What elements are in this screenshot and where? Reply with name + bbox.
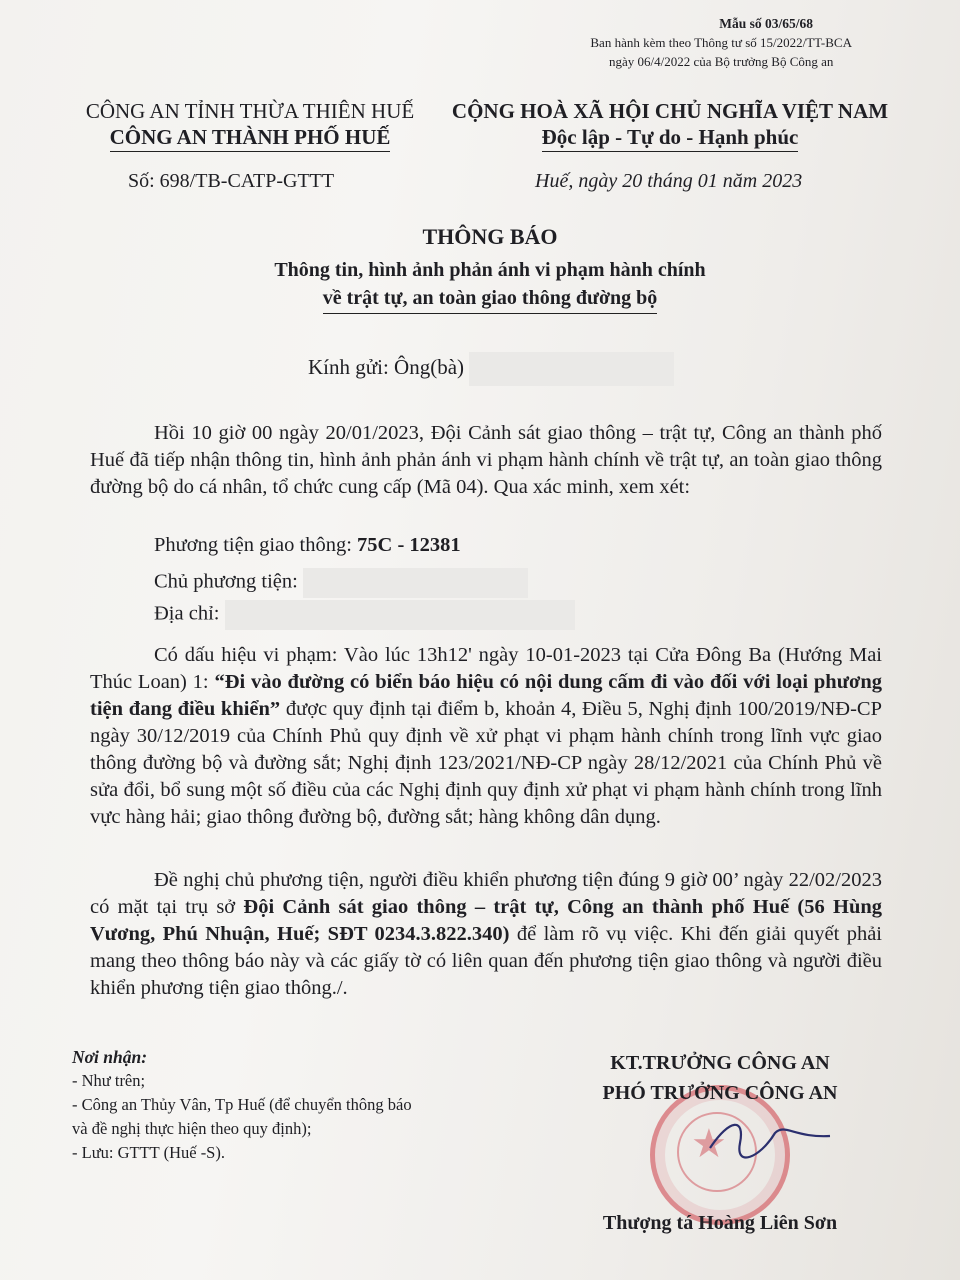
violation-legal-basis: được quy định tại điểm b, khoản 4, Điều 5, Nghị định 100/2019/NĐ-CP ngày 30/12/2019 của Chính Phủ quy định về xử phạt vi phạm hành chính trong lĩnh vực giao thông đường bộ và đường sắt; Nghị định 123/2021/NĐ-CP ngày 28/12/2021 của Chính Phủ về sửa đổi, bổ sung một số điều của các Nghị định quy định xử phạt vi phạm hành chính trong lĩnh vực hàng hải; giao thông đường bộ, đường sắt; hàng không dân dụng.	[90, 698, 882, 828]
recipients-label: Nơi nhận:	[72, 1047, 148, 1067]
vehicle-line	[154, 534, 461, 557]
recipient-line-3: và đề nghị thực hiện theo quy định);	[72, 1119, 312, 1138]
document-title: THÔNG BÁO	[422, 224, 558, 249]
subtitle-line-1: Thông tin, hình ảnh phản ánh vi phạm hành chính	[274, 259, 706, 281]
request-instructions: để làm rõ vụ việc. Khi đến giải quyết phải mang theo thông báo này và các giấy tờ có liên quan đến phương tiện giao thông và người điều khiển phương tiện giao thông./.	[90, 923, 882, 999]
document-subtitle	[0, 256, 960, 314]
nation-name: CỘNG HOÀ XÃ HỘI CHỦ NGHĨA VIỆT NAM	[451, 99, 889, 123]
nation-header	[440, 98, 900, 152]
subtitle-line-2	[0, 284, 960, 314]
violation-intro: Có dấu hiệu vi phạm: Vào lúc 13h12' ngày 10-01-2023 tại Cửa Đông Ba (Hướng Mai Thúc Loan) 1:	[90, 644, 882, 693]
request-location: Đội Cảnh sát giao thông – trật tự, Công an thành phố Huế (56 Hùng Vương, Phú Nhuận, Huế; SĐT 0234.3.822.340)	[90, 896, 882, 945]
agency-name	[60, 124, 440, 152]
owner-label: Chủ phương tiện:	[154, 570, 298, 593]
redacted-owner	[303, 568, 528, 598]
subtitle-line-2-text: về trật tự, an toàn giao thông đường bộ	[323, 284, 658, 314]
place-date: Huế, ngày 20 tháng 01 năm 2023	[535, 170, 803, 192]
recipient-line-4: - Lưu: GTTT (Huế -S).	[72, 1143, 225, 1162]
seal-star-icon: ★	[691, 1121, 727, 1166]
owner-line	[154, 568, 528, 598]
signer-line-1: KT.TRƯỞNG CÔNG AN	[610, 1052, 830, 1074]
agency-name-text: CÔNG AN THÀNH PHỐ HUẾ	[110, 124, 391, 152]
address-line	[154, 600, 575, 630]
form-issued-with: Ban hành kèm theo Thông tư số 15/2022/TT-BCA	[590, 35, 852, 50]
greeting	[308, 352, 674, 386]
redacted-name	[469, 352, 674, 386]
document-number: Số: 698/TB-CATP-GTTT	[128, 170, 335, 192]
address-label: Địa chỉ:	[154, 602, 220, 625]
paragraph-request	[90, 867, 882, 1002]
signer-name: Thượng tá Hoàng Liên Sơn	[602, 1212, 838, 1234]
vehicle-label: Phương tiện giao thông:	[154, 534, 358, 556]
paragraph-receipt: Hồi 10 giờ 00 ngày 20/01/2023, Đội Cảnh sát giao thông – trật tự, Công an thành phố Huế đã tiếp nhận thông tin, hình ảnh phản ánh vi phạm hành chính về trật tự, an toàn giao thông đường bộ do cá nhân, tổ chức cung cấp (Mã 04). Qua xác minh, xem xét:	[90, 422, 882, 498]
violation-description: “Đi vào đường có biển báo hiệu có nội dung cấm đi vào đối với loại phương tiện đang điều khiển”	[90, 671, 883, 720]
recipient-line-1: - Như trên;	[72, 1071, 146, 1090]
recipients-block	[72, 1045, 412, 1165]
redacted-address	[225, 600, 575, 630]
paragraph-violation	[90, 642, 882, 831]
nation-motto	[440, 124, 900, 152]
handwritten-signature	[700, 1108, 840, 1168]
vehicle-plate: 75C - 12381	[357, 534, 461, 556]
agency-header	[60, 98, 440, 152]
request-intro: Đề nghị chủ phương tiện, người điều khiển phương tiện đúng 9 giờ 00’ ngày 22/02/2023 có mặt tại trụ sở	[90, 869, 882, 918]
form-issued-date: ngày 06/4/2022 của Bộ trưởng Bộ Công an	[608, 54, 834, 69]
signer-title	[560, 1048, 880, 1108]
form-number: Mẫu số 03/65/68	[719, 16, 814, 31]
recipient-line-2: - Công an Thủy Vân, Tp Huế (để chuyển thông báo	[72, 1095, 412, 1114]
signer-line-2: PHÓ TRƯỞNG CÔNG AN	[602, 1082, 838, 1104]
greeting-text: Kính gửi: Ông(bà)	[308, 354, 465, 379]
form-reference	[590, 14, 852, 71]
agency-parent: CÔNG AN TỈNH THỪA THIÊN HUẾ	[85, 99, 415, 123]
nation-motto-text: Độc lập - Tự do - Hạnh phúc	[542, 124, 799, 152]
